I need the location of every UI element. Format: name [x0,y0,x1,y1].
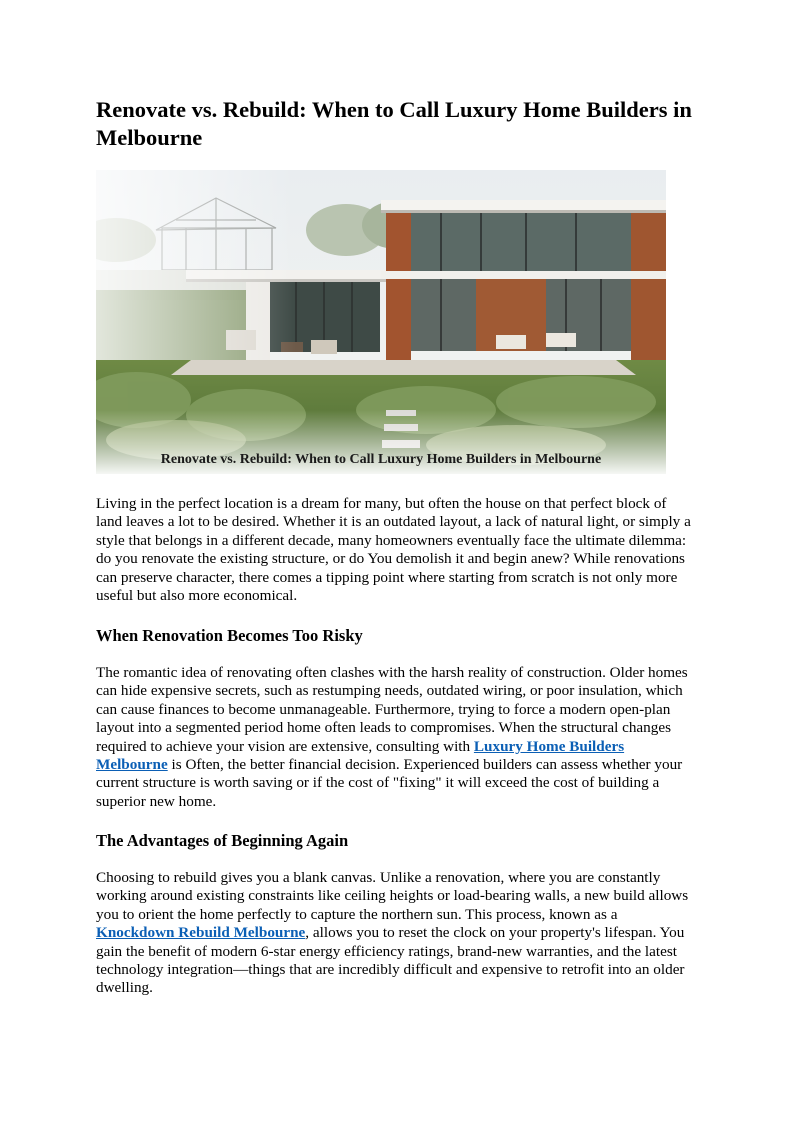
hero-image [96,170,666,474]
section1-paragraph [96,664,696,811]
section2-paragraph [96,869,696,998]
section1-text-after: is Often, the better financial decision. Experienced builders can assess whether your current structure is worth saving or if the cost of "fixing" it will exceed the cost of building a superior new home. [96,756,683,810]
section-heading-renovation-risk: When Renovation Becomes Too Risky [96,626,363,645]
luxury-home-builders-link[interactable]: Luxury Home Builders Melbourne [96,737,625,774]
section2-text-after: , allows you to reset the clock on your property's lifespan. You gain the benefit of modern 6-star energy efficiency ratings, brand-new warranties, and the latest technology integration—things that are incredibly difficult and expensive to retrofit into an older dwelling. [96,924,685,997]
image-caption: Renovate vs. Rebuild: When to Call Luxury Home Builders in Melbourne [160,452,602,467]
section1-text-before: The romantic idea of renovating often clashes with the harsh reality of construction. Older homes can hide expensive secrets, such as restumping needs, outdated wiring, or poor insulation, which can cause finances to become unmanageable. Furthermore, trying to force a modern open-plan layout into a segmented period home often leads to compromises. When the structural changes required to achieve your vision are extensive, consulting with [96,664,688,755]
house-illustration [96,170,666,474]
section-heading-advantages: The Advantages of Beginning Again [96,831,349,850]
page-title: Renovate vs. Rebuild: When to Call Luxury Home Builders in Melbourne [96,97,692,150]
intro-paragraph: Living in the perfect location is a dream for many, but often the house on that perfect block of land leaves a lot to be desired. Whether it is an outdated layout, a lack of natural light, or simply a style that belongs in a different decade, many homeowners eventually face the ultimate dilemma: do you renovate the existing structure, or do You demolish it and begin anew? While renovations can preserve character, there comes a tipping point where starting from scratch is not only more useful but also more economical. [96,495,691,605]
section2-text-before: Choosing to rebuild gives you a blank canvas. Unlike a renovation, where you are constantly working around existing constraints like ceiling heights or load-bearing walls, a new build allows you to orient the home perfectly to capture the northern sun. This process, known as a [96,869,689,923]
knockdown-rebuild-link[interactable]: Knockdown Rebuild Melbourne [96,924,306,942]
